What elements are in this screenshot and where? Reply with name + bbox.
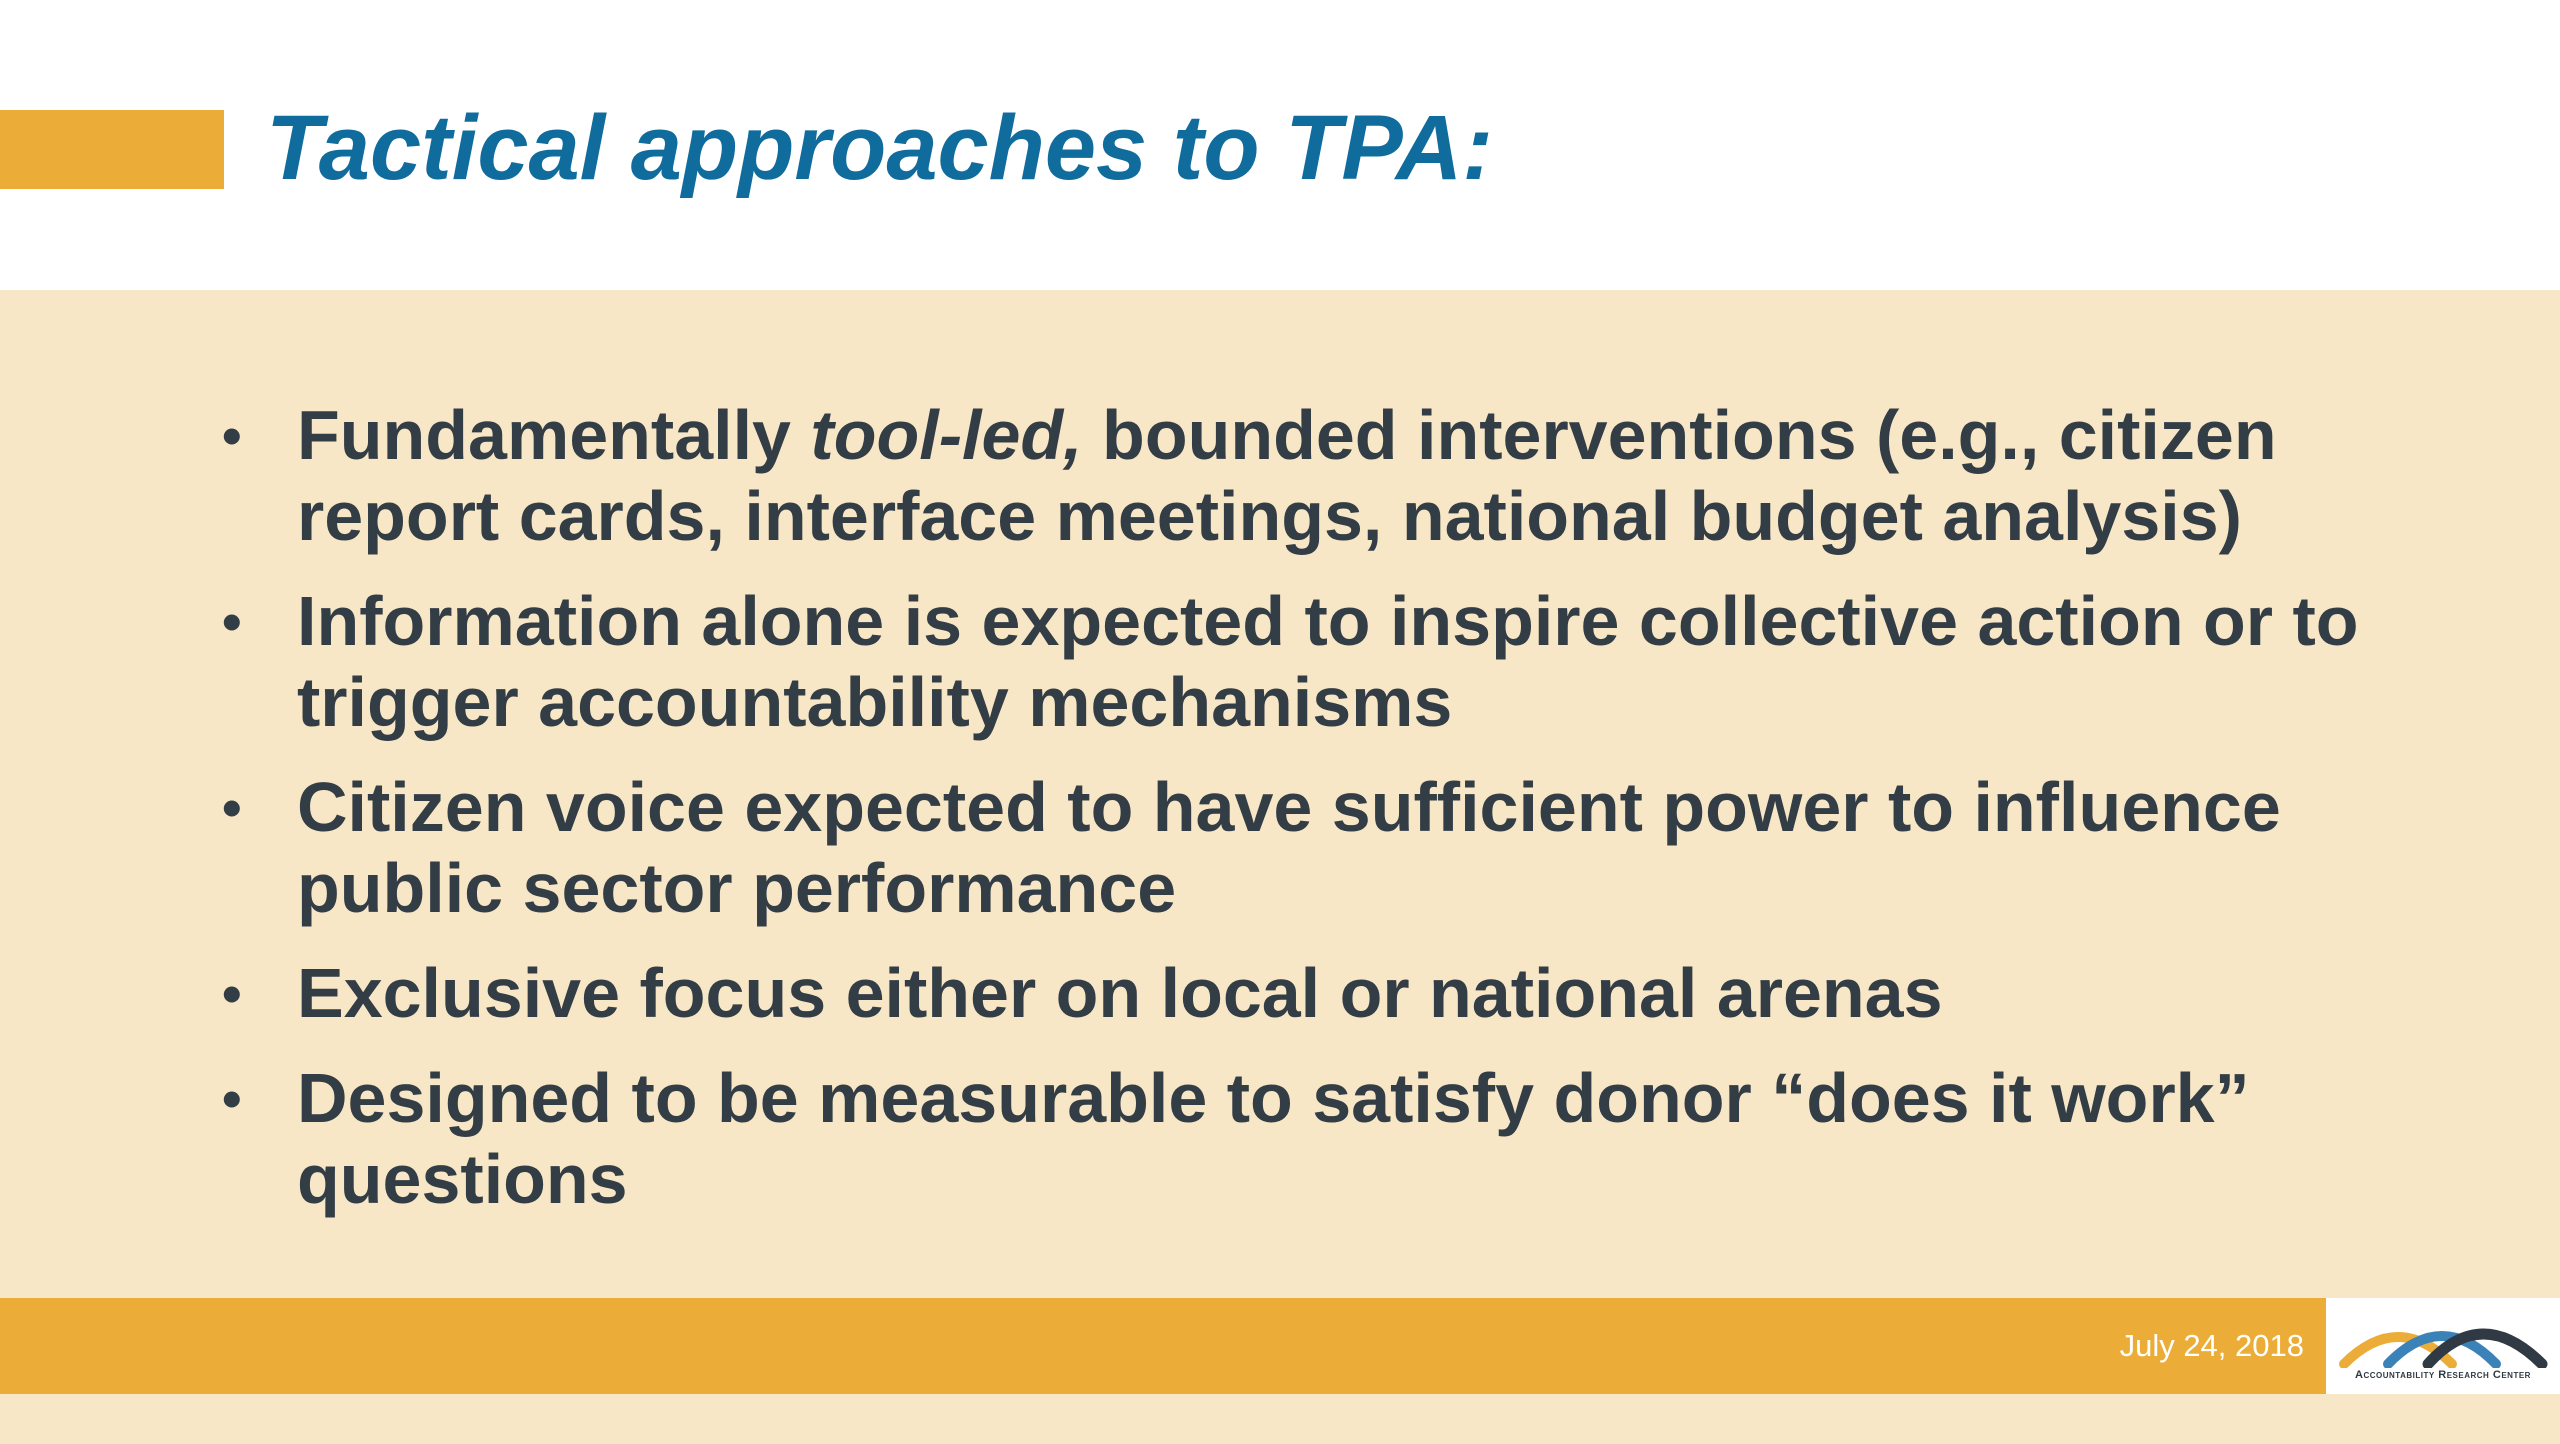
bullet-line: public sector performance — [297, 849, 1177, 927]
footer-date: July 24, 2018 — [2119, 1328, 2304, 1363]
bullet-line: questions — [297, 1140, 628, 1218]
logo-text: Accountability Research Center — [2355, 1369, 2531, 1381]
bullet-item-5 — [0, 1058, 2537, 1220]
title-accent-bar — [0, 110, 224, 189]
bullet-text: bounded interventions (e.g., citizen — [1082, 396, 2277, 474]
bullet-emphasis: tool-led, — [810, 396, 1083, 474]
bullet-item-3 — [0, 767, 2537, 929]
bullet-line: report cards, interface meetings, national budget analysis) — [297, 477, 2242, 555]
bullet-item-2 — [0, 581, 2537, 743]
bullet-line — [297, 395, 2537, 476]
logo-arcs-icon — [2336, 1308, 2550, 1368]
bullet-line: trigger accountability mechanisms — [297, 663, 1453, 741]
bullet-icon: • — [222, 590, 242, 653]
bullet-line: Designed to be measurable to satisfy donor “does it work” — [297, 1059, 2250, 1137]
bullet-icon: • — [222, 776, 242, 839]
bullet-line: Citizen voice expected to have sufficient power to influence — [297, 768, 2281, 846]
bullet-item-1 — [0, 395, 2537, 557]
slide-title: Tactical approaches to TPA: — [266, 97, 1493, 199]
footer-bar — [0, 1298, 2326, 1394]
bullet-list — [0, 395, 2537, 1244]
bullet-line: Information alone is expected to inspire collective action or to — [297, 582, 2359, 660]
bullet-icon: • — [222, 1067, 242, 1130]
bullet-icon: • — [222, 962, 242, 1025]
bullet-item-4 — [0, 953, 2537, 1034]
bullet-line: Exclusive focus either on local or national arenas — [297, 954, 1943, 1032]
bullet-icon: • — [222, 404, 242, 467]
bullet-text: Fundamentally — [297, 396, 811, 474]
logo — [2326, 1298, 2560, 1394]
